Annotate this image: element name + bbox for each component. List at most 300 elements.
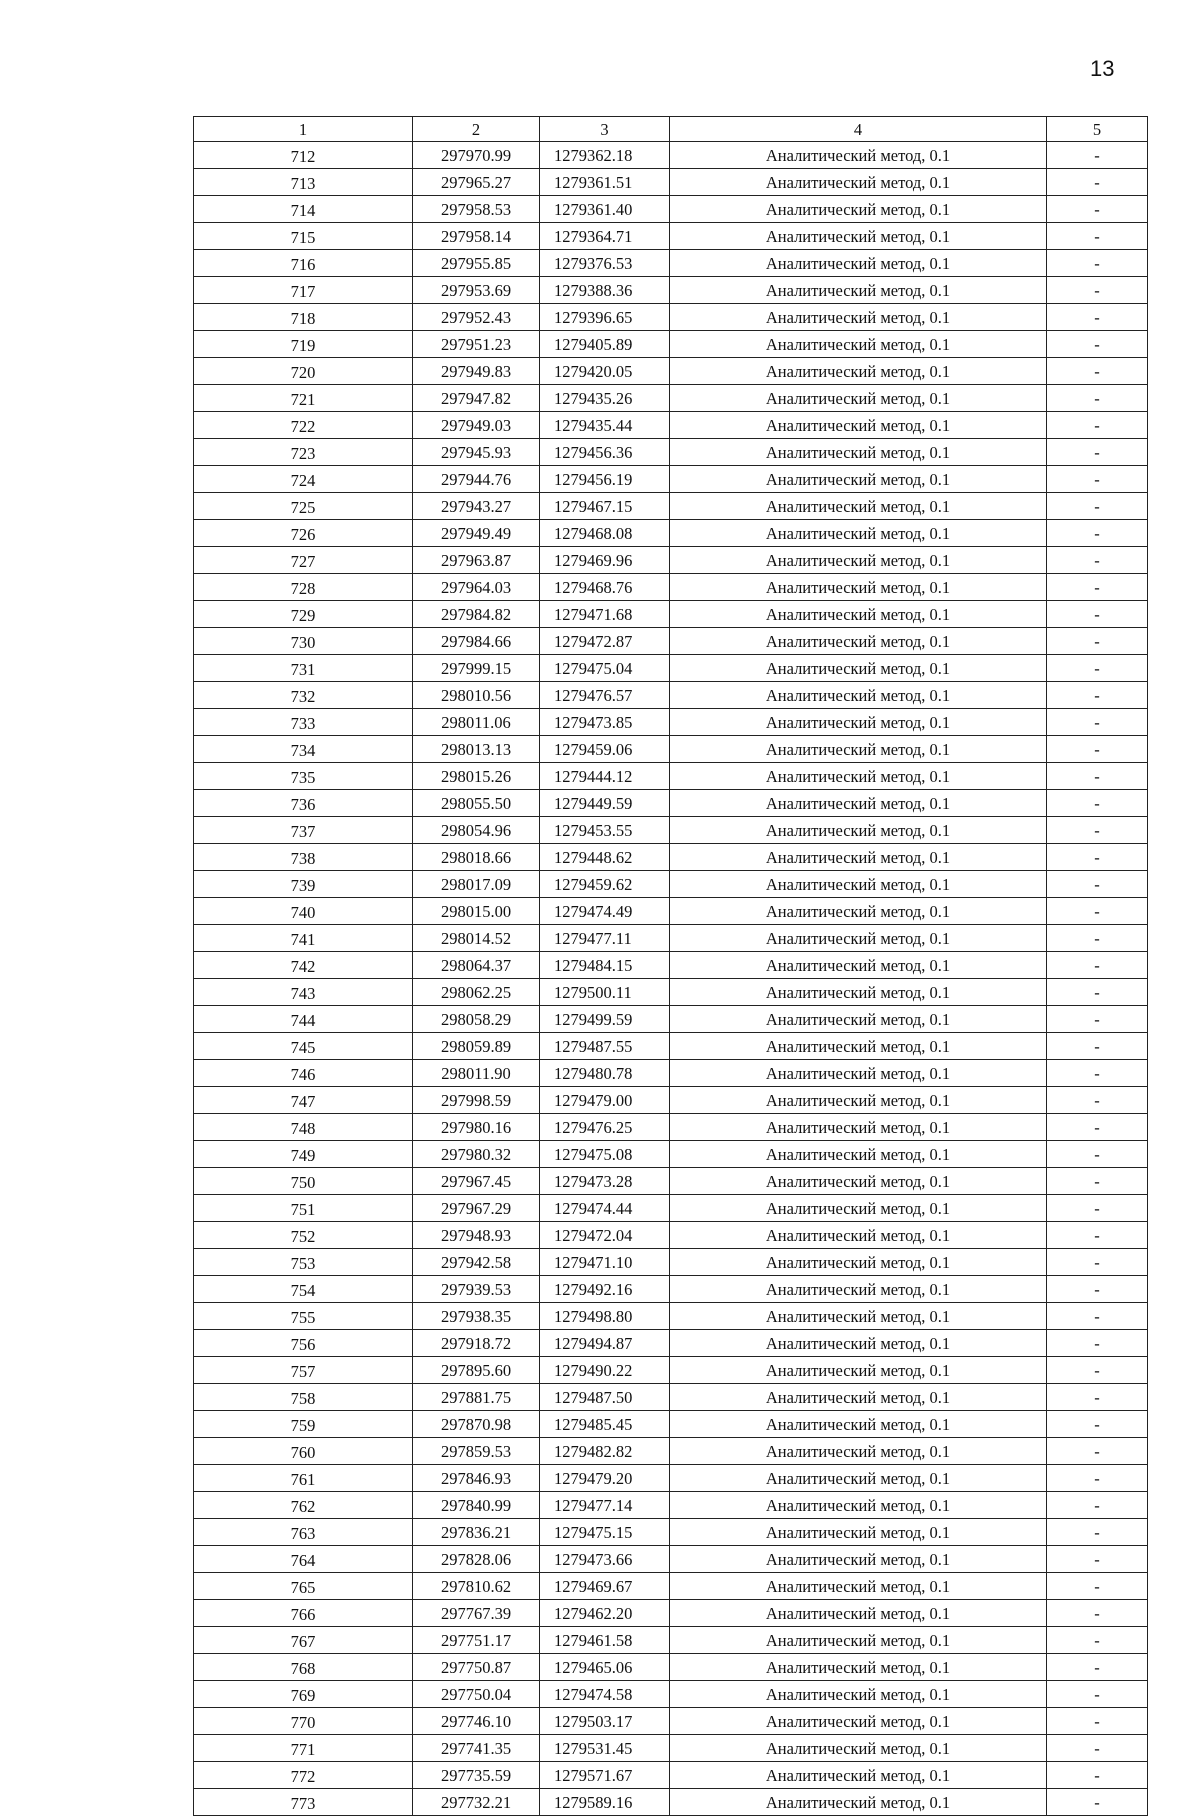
y-coordinate-cell: 1279482.82: [540, 1438, 670, 1465]
y-coordinate-cell: 1279362.18: [540, 142, 670, 169]
point-number-cell: 747: [194, 1087, 413, 1114]
y-coordinate-cell: 1279485.45: [540, 1411, 670, 1438]
note-cell: -: [1047, 169, 1148, 196]
table-row: [194, 1789, 1148, 1816]
note-cell: -: [1047, 1627, 1148, 1654]
header-col-1: 1: [194, 117, 413, 142]
point-number-cell: 742: [194, 952, 413, 979]
method-cell: Аналитический метод, 0.1: [670, 1600, 1047, 1627]
x-coordinate-cell: 297810.62: [413, 1573, 540, 1600]
table-row: [194, 169, 1148, 196]
note-cell: -: [1047, 1168, 1148, 1195]
method-cell: Аналитический метод, 0.1: [670, 1087, 1047, 1114]
point-number-cell: 755: [194, 1303, 413, 1330]
point-number-cell: 729: [194, 601, 413, 628]
note-cell: -: [1047, 1465, 1148, 1492]
method-cell: Аналитический метод, 0.1: [670, 1114, 1047, 1141]
y-coordinate-cell: 1279490.22: [540, 1357, 670, 1384]
method-cell: Аналитический метод, 0.1: [670, 142, 1047, 169]
note-cell: -: [1047, 1060, 1148, 1087]
table-row: [194, 1627, 1148, 1654]
y-coordinate-cell: 1279456.19: [540, 466, 670, 493]
table-row: [194, 1033, 1148, 1060]
x-coordinate-cell: 297953.69: [413, 277, 540, 304]
y-coordinate-cell: 1279571.67: [540, 1762, 670, 1789]
table-row: [194, 1573, 1148, 1600]
method-cell: Аналитический метод, 0.1: [670, 1195, 1047, 1222]
point-number-cell: 761: [194, 1465, 413, 1492]
x-coordinate-cell: 298062.25: [413, 979, 540, 1006]
note-cell: -: [1047, 1222, 1148, 1249]
x-coordinate-cell: 297895.60: [413, 1357, 540, 1384]
method-cell: Аналитический метод, 0.1: [670, 871, 1047, 898]
method-cell: Аналитический метод, 0.1: [670, 574, 1047, 601]
table-row: [194, 1222, 1148, 1249]
y-coordinate-cell: 1279471.68: [540, 601, 670, 628]
table-row: [194, 817, 1148, 844]
note-cell: -: [1047, 1357, 1148, 1384]
y-coordinate-cell: 1279456.36: [540, 439, 670, 466]
x-coordinate-cell: 298054.96: [413, 817, 540, 844]
note-cell: -: [1047, 439, 1148, 466]
y-coordinate-cell: 1279364.71: [540, 223, 670, 250]
y-coordinate-cell: 1279471.10: [540, 1249, 670, 1276]
method-cell: Аналитический метод, 0.1: [670, 223, 1047, 250]
x-coordinate-cell: 297751.17: [413, 1627, 540, 1654]
method-cell: Аналитический метод, 0.1: [670, 898, 1047, 925]
x-coordinate-cell: 298015.00: [413, 898, 540, 925]
point-number-cell: 724: [194, 466, 413, 493]
y-coordinate-cell: 1279459.06: [540, 736, 670, 763]
note-cell: -: [1047, 1654, 1148, 1681]
table-row: [194, 1465, 1148, 1492]
table-row: [194, 277, 1148, 304]
table-row: [194, 1735, 1148, 1762]
point-number-cell: 744: [194, 1006, 413, 1033]
note-cell: -: [1047, 1546, 1148, 1573]
y-coordinate-cell: 1279499.59: [540, 1006, 670, 1033]
x-coordinate-cell: 297750.04: [413, 1681, 540, 1708]
note-cell: -: [1047, 1762, 1148, 1789]
y-coordinate-cell: 1279474.58: [540, 1681, 670, 1708]
method-cell: Аналитический метод, 0.1: [670, 466, 1047, 493]
note-cell: -: [1047, 1411, 1148, 1438]
note-cell: -: [1047, 412, 1148, 439]
x-coordinate-cell: 297949.49: [413, 520, 540, 547]
method-cell: Аналитический метод, 0.1: [670, 736, 1047, 763]
note-cell: -: [1047, 1519, 1148, 1546]
method-cell: Аналитический метод, 0.1: [670, 1762, 1047, 1789]
note-cell: -: [1047, 1195, 1148, 1222]
method-cell: Аналитический метод, 0.1: [670, 1789, 1047, 1816]
note-cell: -: [1047, 1384, 1148, 1411]
x-coordinate-cell: 297965.27: [413, 169, 540, 196]
x-coordinate-cell: 297945.93: [413, 439, 540, 466]
point-number-cell: 732: [194, 682, 413, 709]
y-coordinate-cell: 1279484.15: [540, 952, 670, 979]
y-coordinate-cell: 1279462.20: [540, 1600, 670, 1627]
method-cell: Аналитический метод, 0.1: [670, 1006, 1047, 1033]
point-number-cell: 764: [194, 1546, 413, 1573]
table-row: [194, 790, 1148, 817]
y-coordinate-cell: 1279465.06: [540, 1654, 670, 1681]
y-coordinate-cell: 1279487.50: [540, 1384, 670, 1411]
table-row: [194, 1276, 1148, 1303]
table-row: [194, 844, 1148, 871]
x-coordinate-cell: 297846.93: [413, 1465, 540, 1492]
table-row: [194, 574, 1148, 601]
method-cell: Аналитический метод, 0.1: [670, 844, 1047, 871]
x-coordinate-cell: 297980.16: [413, 1114, 540, 1141]
point-number-cell: 731: [194, 655, 413, 682]
table-row: [194, 763, 1148, 790]
x-coordinate-cell: 297828.06: [413, 1546, 540, 1573]
method-cell: Аналитический метод, 0.1: [670, 1060, 1047, 1087]
x-coordinate-cell: 297939.53: [413, 1276, 540, 1303]
y-coordinate-cell: 1279500.11: [540, 979, 670, 1006]
point-number-cell: 734: [194, 736, 413, 763]
method-cell: Аналитический метод, 0.1: [670, 655, 1047, 682]
method-cell: Аналитический метод, 0.1: [670, 277, 1047, 304]
method-cell: Аналитический метод, 0.1: [670, 439, 1047, 466]
y-coordinate-cell: 1279498.80: [540, 1303, 670, 1330]
method-cell: Аналитический метод, 0.1: [670, 1222, 1047, 1249]
method-cell: Аналитический метод, 0.1: [670, 709, 1047, 736]
point-number-cell: 719: [194, 331, 413, 358]
x-coordinate-cell: 298014.52: [413, 925, 540, 952]
method-cell: Аналитический метод, 0.1: [670, 682, 1047, 709]
point-number-cell: 769: [194, 1681, 413, 1708]
note-cell: -: [1047, 196, 1148, 223]
method-cell: Аналитический метод, 0.1: [670, 520, 1047, 547]
note-cell: -: [1047, 1735, 1148, 1762]
table-row: [194, 1654, 1148, 1681]
y-coordinate-cell: 1279475.08: [540, 1141, 670, 1168]
point-number-cell: 773: [194, 1789, 413, 1816]
point-number-cell: 726: [194, 520, 413, 547]
table-row: [194, 385, 1148, 412]
y-coordinate-cell: 1279474.49: [540, 898, 670, 925]
y-coordinate-cell: 1279474.44: [540, 1195, 670, 1222]
table-row: [194, 655, 1148, 682]
table-row: [194, 682, 1148, 709]
coordinates-table: [193, 116, 1148, 1816]
y-coordinate-cell: 1279494.87: [540, 1330, 670, 1357]
table-row: [194, 1087, 1148, 1114]
x-coordinate-cell: 297998.59: [413, 1087, 540, 1114]
table-row: [194, 1249, 1148, 1276]
x-coordinate-cell: 297963.87: [413, 547, 540, 574]
method-cell: Аналитический метод, 0.1: [670, 1519, 1047, 1546]
point-number-cell: 753: [194, 1249, 413, 1276]
method-cell: Аналитический метод, 0.1: [670, 304, 1047, 331]
x-coordinate-cell: 297881.75: [413, 1384, 540, 1411]
table-row: [194, 1006, 1148, 1033]
page-number: 13: [1090, 56, 1115, 81]
method-cell: Аналитический метод, 0.1: [670, 493, 1047, 520]
method-cell: Аналитический метод, 0.1: [670, 1681, 1047, 1708]
x-coordinate-cell: 297955.85: [413, 250, 540, 277]
x-coordinate-cell: 297984.82: [413, 601, 540, 628]
point-number-cell: 727: [194, 547, 413, 574]
x-coordinate-cell: 298064.37: [413, 952, 540, 979]
table-row: [194, 601, 1148, 628]
table-row: [194, 1141, 1148, 1168]
note-cell: -: [1047, 547, 1148, 574]
note-cell: -: [1047, 358, 1148, 385]
point-number-cell: 765: [194, 1573, 413, 1600]
point-number-cell: 743: [194, 979, 413, 1006]
note-cell: -: [1047, 925, 1148, 952]
x-coordinate-cell: 298010.56: [413, 682, 540, 709]
y-coordinate-cell: 1279476.25: [540, 1114, 670, 1141]
table-row: [194, 1357, 1148, 1384]
point-number-cell: 725: [194, 493, 413, 520]
header-row: [194, 117, 1148, 142]
y-coordinate-cell: 1279468.08: [540, 520, 670, 547]
point-number-cell: 713: [194, 169, 413, 196]
x-coordinate-cell: 297767.39: [413, 1600, 540, 1627]
table-row: [194, 628, 1148, 655]
method-cell: Аналитический метод, 0.1: [670, 979, 1047, 1006]
point-number-cell: 749: [194, 1141, 413, 1168]
x-coordinate-cell: 297870.98: [413, 1411, 540, 1438]
note-cell: -: [1047, 1114, 1148, 1141]
y-coordinate-cell: 1279461.58: [540, 1627, 670, 1654]
method-cell: Аналитический метод, 0.1: [670, 169, 1047, 196]
y-coordinate-cell: 1279444.12: [540, 763, 670, 790]
note-cell: -: [1047, 817, 1148, 844]
y-coordinate-cell: 1279453.55: [540, 817, 670, 844]
table-row: [194, 925, 1148, 952]
y-coordinate-cell: 1279469.67: [540, 1573, 670, 1600]
y-coordinate-cell: 1279472.04: [540, 1222, 670, 1249]
point-number-cell: 771: [194, 1735, 413, 1762]
table-row: [194, 1708, 1148, 1735]
x-coordinate-cell: 297964.03: [413, 574, 540, 601]
header-col-4: 4: [670, 117, 1047, 142]
header-col-2: 2: [413, 117, 540, 142]
method-cell: Аналитический метод, 0.1: [670, 1438, 1047, 1465]
y-coordinate-cell: 1279476.57: [540, 682, 670, 709]
y-coordinate-cell: 1279479.00: [540, 1087, 670, 1114]
x-coordinate-cell: 298011.06: [413, 709, 540, 736]
note-cell: -: [1047, 1438, 1148, 1465]
point-number-cell: 714: [194, 196, 413, 223]
point-number-cell: 741: [194, 925, 413, 952]
x-coordinate-cell: 297840.99: [413, 1492, 540, 1519]
point-number-cell: 738: [194, 844, 413, 871]
y-coordinate-cell: 1279448.62: [540, 844, 670, 871]
note-cell: -: [1047, 1492, 1148, 1519]
point-number-cell: 752: [194, 1222, 413, 1249]
point-number-cell: 717: [194, 277, 413, 304]
method-cell: Аналитический метод, 0.1: [670, 1303, 1047, 1330]
method-cell: Аналитический метод, 0.1: [670, 1141, 1047, 1168]
table-row: [194, 250, 1148, 277]
table-row: [194, 466, 1148, 493]
note-cell: -: [1047, 250, 1148, 277]
method-cell: Аналитический метод, 0.1: [670, 1168, 1047, 1195]
table-row: [194, 709, 1148, 736]
x-coordinate-cell: 297741.35: [413, 1735, 540, 1762]
y-coordinate-cell: 1279503.17: [540, 1708, 670, 1735]
point-number-cell: 757: [194, 1357, 413, 1384]
point-number-cell: 735: [194, 763, 413, 790]
x-coordinate-cell: 297984.66: [413, 628, 540, 655]
table-header: [194, 117, 1148, 142]
table-row: [194, 547, 1148, 574]
note-cell: -: [1047, 952, 1148, 979]
point-number-cell: 751: [194, 1195, 413, 1222]
x-coordinate-cell: 297732.21: [413, 1789, 540, 1816]
table-row: [194, 1519, 1148, 1546]
x-coordinate-cell: 297958.53: [413, 196, 540, 223]
table-body: [194, 142, 1148, 1816]
y-coordinate-cell: 1279361.51: [540, 169, 670, 196]
method-cell: Аналитический метод, 0.1: [670, 1627, 1047, 1654]
method-cell: Аналитический метод, 0.1: [670, 952, 1047, 979]
x-coordinate-cell: 298017.09: [413, 871, 540, 898]
y-coordinate-cell: 1279467.15: [540, 493, 670, 520]
y-coordinate-cell: 1279473.66: [540, 1546, 670, 1573]
table-row: [194, 223, 1148, 250]
point-number-cell: 746: [194, 1060, 413, 1087]
table-row: [194, 1330, 1148, 1357]
y-coordinate-cell: 1279589.16: [540, 1789, 670, 1816]
table-row: [194, 1195, 1148, 1222]
x-coordinate-cell: 298013.13: [413, 736, 540, 763]
x-coordinate-cell: 297970.99: [413, 142, 540, 169]
note-cell: -: [1047, 1789, 1148, 1816]
y-coordinate-cell: 1279473.28: [540, 1168, 670, 1195]
point-number-cell: 760: [194, 1438, 413, 1465]
x-coordinate-cell: 297952.43: [413, 304, 540, 331]
table-row: [194, 142, 1148, 169]
point-number-cell: 762: [194, 1492, 413, 1519]
note-cell: -: [1047, 466, 1148, 493]
table-row: [194, 1384, 1148, 1411]
y-coordinate-cell: 1279361.40: [540, 196, 670, 223]
note-cell: -: [1047, 628, 1148, 655]
x-coordinate-cell: 298015.26: [413, 763, 540, 790]
method-cell: Аналитический метод, 0.1: [670, 790, 1047, 817]
x-coordinate-cell: 297967.45: [413, 1168, 540, 1195]
note-cell: -: [1047, 1087, 1148, 1114]
note-cell: -: [1047, 790, 1148, 817]
x-coordinate-cell: 297951.23: [413, 331, 540, 358]
table-row: [194, 358, 1148, 385]
method-cell: Аналитический метод, 0.1: [670, 1708, 1047, 1735]
note-cell: -: [1047, 979, 1148, 1006]
note-cell: -: [1047, 736, 1148, 763]
note-cell: -: [1047, 1141, 1148, 1168]
table-row: [194, 1303, 1148, 1330]
table-row: [194, 1411, 1148, 1438]
point-number-cell: 733: [194, 709, 413, 736]
y-coordinate-cell: 1279459.62: [540, 871, 670, 898]
note-cell: -: [1047, 1033, 1148, 1060]
method-cell: Аналитический метод, 0.1: [670, 1249, 1047, 1276]
note-cell: -: [1047, 1303, 1148, 1330]
table-row: [194, 1492, 1148, 1519]
x-coordinate-cell: 297859.53: [413, 1438, 540, 1465]
y-coordinate-cell: 1279435.26: [540, 385, 670, 412]
table-row: [194, 1681, 1148, 1708]
point-number-cell: 736: [194, 790, 413, 817]
method-cell: Аналитический метод, 0.1: [670, 1330, 1047, 1357]
point-number-cell: 730: [194, 628, 413, 655]
y-coordinate-cell: 1279376.53: [540, 250, 670, 277]
note-cell: -: [1047, 1708, 1148, 1735]
point-number-cell: 722: [194, 412, 413, 439]
y-coordinate-cell: 1279468.76: [540, 574, 670, 601]
method-cell: Аналитический метод, 0.1: [670, 331, 1047, 358]
note-cell: -: [1047, 1573, 1148, 1600]
method-cell: Аналитический метод, 0.1: [670, 250, 1047, 277]
method-cell: Аналитический метод, 0.1: [670, 1384, 1047, 1411]
table-row: [194, 979, 1148, 1006]
method-cell: Аналитический метод, 0.1: [670, 358, 1047, 385]
y-coordinate-cell: 1279472.87: [540, 628, 670, 655]
x-coordinate-cell: 297938.35: [413, 1303, 540, 1330]
method-cell: Аналитический метод, 0.1: [670, 1654, 1047, 1681]
table-row: [194, 196, 1148, 223]
note-cell: -: [1047, 1330, 1148, 1357]
method-cell: Аналитический метод, 0.1: [670, 1276, 1047, 1303]
table-row: [194, 1438, 1148, 1465]
note-cell: -: [1047, 1249, 1148, 1276]
point-number-cell: 718: [194, 304, 413, 331]
x-coordinate-cell: 297944.76: [413, 466, 540, 493]
table-row: [194, 952, 1148, 979]
method-cell: Аналитический метод, 0.1: [670, 601, 1047, 628]
x-coordinate-cell: 297967.29: [413, 1195, 540, 1222]
note-cell: -: [1047, 277, 1148, 304]
point-number-cell: 748: [194, 1114, 413, 1141]
note-cell: -: [1047, 682, 1148, 709]
method-cell: Аналитический метод, 0.1: [670, 628, 1047, 655]
x-coordinate-cell: 297947.82: [413, 385, 540, 412]
note-cell: -: [1047, 709, 1148, 736]
point-number-cell: 763: [194, 1519, 413, 1546]
y-coordinate-cell: 1279435.44: [540, 412, 670, 439]
table-row: [194, 331, 1148, 358]
y-coordinate-cell: 1279477.11: [540, 925, 670, 952]
point-number-cell: 712: [194, 142, 413, 169]
x-coordinate-cell: 297746.10: [413, 1708, 540, 1735]
point-number-cell: 767: [194, 1627, 413, 1654]
point-number-cell: 720: [194, 358, 413, 385]
y-coordinate-cell: 1279449.59: [540, 790, 670, 817]
y-coordinate-cell: 1279405.89: [540, 331, 670, 358]
x-coordinate-cell: 297958.14: [413, 223, 540, 250]
point-number-cell: 723: [194, 439, 413, 466]
y-coordinate-cell: 1279475.15: [540, 1519, 670, 1546]
point-number-cell: 772: [194, 1762, 413, 1789]
point-number-cell: 728: [194, 574, 413, 601]
point-number-cell: 745: [194, 1033, 413, 1060]
point-number-cell: 756: [194, 1330, 413, 1357]
x-coordinate-cell: 297735.59: [413, 1762, 540, 1789]
x-coordinate-cell: 297943.27: [413, 493, 540, 520]
note-cell: -: [1047, 385, 1148, 412]
y-coordinate-cell: 1279479.20: [540, 1465, 670, 1492]
method-cell: Аналитический метод, 0.1: [670, 763, 1047, 790]
note-cell: -: [1047, 304, 1148, 331]
method-cell: Аналитический метод, 0.1: [670, 385, 1047, 412]
note-cell: -: [1047, 142, 1148, 169]
